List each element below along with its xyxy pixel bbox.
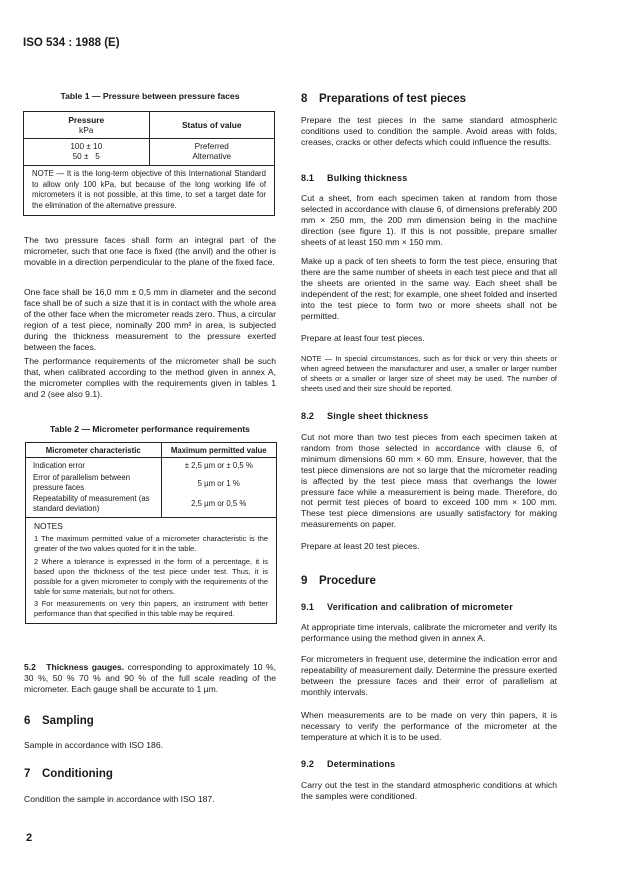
section-8-heading: 8 Preparations of test pieces (301, 93, 466, 105)
paragraph: Prepare at least 20 test pieces. (301, 541, 420, 551)
document-header: ISO 534 : 1988 (E) (23, 37, 120, 49)
paragraph: Make up a pack of ten sheets to form the test piece, ensuring that there are the same number of sheets in each test piece and that all the sheets are oriented in the same way. Each sheet shall be independent of the rest; for example, one sheet folded and inserted into the test piece to form two or more sheets shall not be permitted. (301, 256, 557, 321)
section-6-heading: 6 Sampling (24, 715, 94, 727)
table2-value-cell: ± 2,5 µm or ± 0,5 % 5 µm or 1 % 2,5 µm or 0,5 % (161, 458, 276, 518)
paragraph: The two pressure faces shall form an integral part of the micrometer, such that one face is fixed (the anvil) and the other is movable in a direction perpendicular to the plane of the fixed face. (24, 235, 276, 267)
section-8-1-note: NOTE — In special circumstances, such as for thick or very thin sheets or when agreed between the manufacturer and user, a smaller or larger number of sheets or a smaller or larger size of sheet may be used. The number of sheets used and their size should be reported. (301, 354, 557, 393)
table2-notes: NOTES 1 The maximum permitted value of a micrometer characteristic is the greater of the two values quoted for it in the table. 2 Where a tolerance is expressed in the form of a percentage, it is based upon the thickness of the test piece under test. Thus, it is possible for a given micrometer to comply with the requirements of the table for some materials, but not for others. 3 For measurements on very thin papers, an instrument with better performance than that specified in this table may be required. (26, 518, 277, 624)
table1-note: NOTE — It is the long-term objective of this International Standard to allow only 100 kPa, but because of the long working life of micrometers it is not possible, at this time, to set a target date for the elimination of the alternative pressure. (24, 166, 275, 216)
table2-header-value: Maximum permitted value (161, 443, 276, 458)
section-9-2-heading: 9.2 Determinations (301, 759, 396, 769)
paragraph: Cut not more than two test pieces from each specimen taken at random from those selected in accordance with clause 6, of minimum dimensions 60 mm × 60 mm. Ensure, however, that the test piece dimensions are not so large that the micrometer reading is affected by the test piece mass that overhangs the lower pressure face while a measurement is being made. Therefore, do not permit test pieces of board to exceed 100 mm × 100 mm. These test piece dimensions are usually satisfactory for making measurements on paper. (301, 432, 557, 530)
section-8-1-heading: 8.1 Bulking thickness (301, 173, 408, 183)
table1-pressure-cell: 100 ± 10 50 ± 5 (24, 139, 150, 166)
paragraph: For micrometers in frequent use, determine the indication error and repeatability of measurement daily. Determine the pressure exerted between the pressure faces and their error of parallelism at monthly intervals. (301, 654, 557, 697)
section-9-1-heading: 9.1 Verification and calibration of micrometer (301, 602, 513, 612)
section-7-heading: 7 Conditioning (24, 768, 113, 780)
table2-header-characteristic: Micrometer characteristic (26, 443, 162, 458)
paragraph: At appropriate time intervals, calibrate the micrometer and verify its performance using the method given in annex A. (301, 622, 557, 643)
section-6-text: Sample in accordance with ISO 186. (24, 740, 164, 750)
section-8-2-heading: 8.2 Single sheet thickness (301, 411, 429, 421)
paragraph: When measurements are to be made on very thin papers, it is necessary to verify the performance of the micrometer at the temperature at which it is to be used. (301, 710, 557, 742)
paragraph: One face shall be 16,0 mm ± 0,5 mm in diameter and the second face shall be of such a size that it is in contact with the whole area of the other face when the micrometer reads zero. Thus, a circular region of a test piece, nominally 200 mm² in area, is subjected during the thickness measurement to the pressure exerted between the faces. (24, 287, 276, 352)
paragraph: The performance requirements of the micrometer shall be such that, when calibrated according to the method given in annex A, the micrometer complies with the requirements given in tables 1 and 2 (see also 9.1). (24, 356, 276, 399)
page-number: 2 (26, 832, 33, 844)
table1 (23, 111, 275, 216)
table1-title: Table 1 — Pressure between pressure faces (60, 91, 240, 101)
paragraph: Prepare at least four test pieces. (301, 333, 425, 343)
section-5-2: 5.2 Thickness gauges. corresponding to approximately 10 %, 30 %, 50 % 70 % and 90 % of the full scale reading of the micrometer. Each gauge shall be accurate to 1 µm. (24, 662, 277, 694)
section-9-2-text: Carry out the test in the standard atmospheric conditions at which the samples were conditioned. (301, 780, 557, 801)
table1-header-pressure: Pressure kPa (24, 112, 150, 139)
table1-header-status: Status of value (149, 112, 275, 139)
table1-status-cell: Preferred Alternative (149, 139, 275, 166)
section-9-heading: 9 Procedure (301, 575, 376, 587)
section-7-text: Condition the sample in accordance with ISO 187. (24, 794, 215, 804)
section-8-text: Prepare the test pieces in the same standard atmospheric conditions used to condition the sample. Avoid areas with folds, creases, cracks or other defects which could influence the results. (301, 115, 557, 147)
table2-characteristic-cell: Indication error Error of parallelism between pressure faces Repeatability of measurement (as standard deviation) (26, 458, 162, 518)
paragraph: Cut a sheet, from each specimen taken at random from those selected in accordance with clause 6, of dimensions preferably 200 mm × 250 mm, the 200 mm dimension being in the machine direction (see figure 1). If this is not possible, prepare smaller sheets of at least 150 mm × 150 mm. (301, 193, 557, 247)
table2 (25, 442, 277, 624)
table2-title: Table 2 — Micrometer performance requirements (50, 424, 250, 434)
